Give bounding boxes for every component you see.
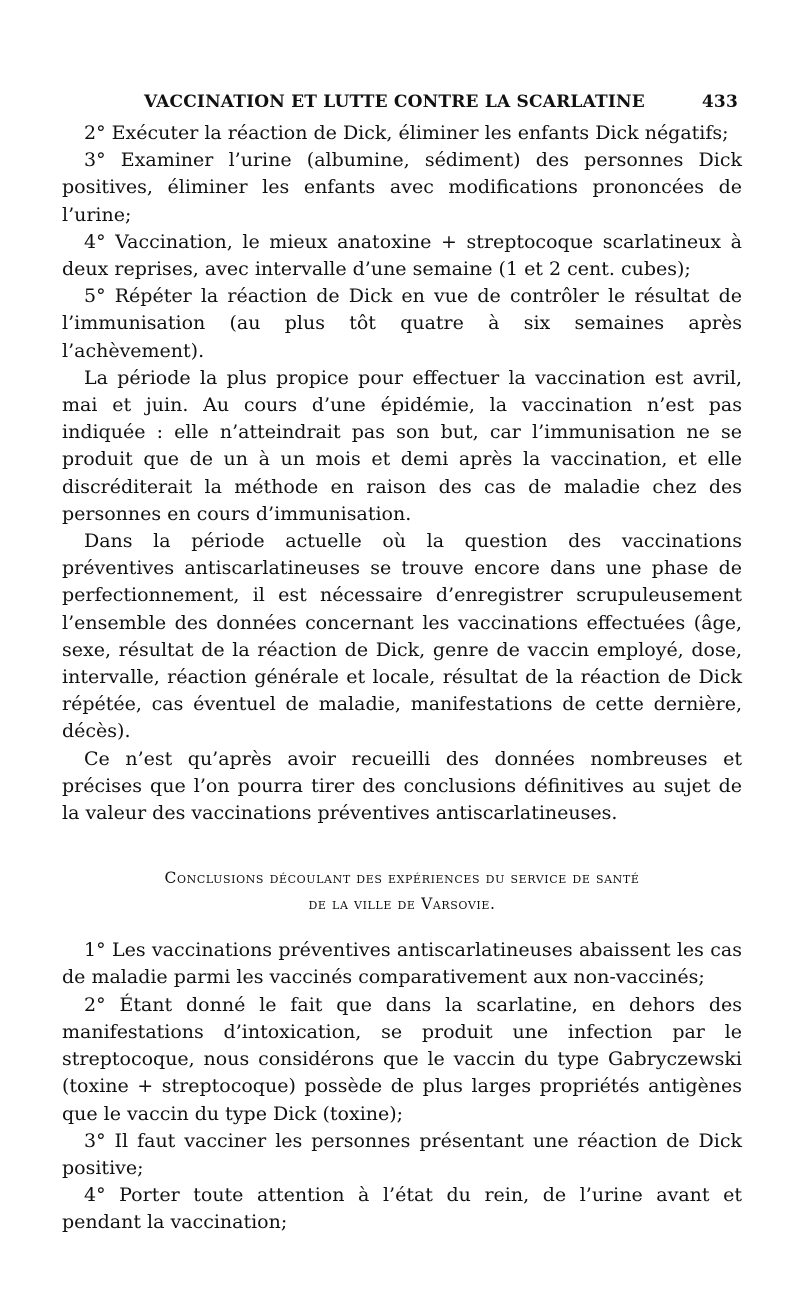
conclusion-item-4: 4° Porter toute attention à l’état du rein, de l’urine avant et pendant la vaccination;	[62, 1184, 742, 1234]
running-header	[62, 86, 742, 120]
paragraph-item-2: 2° Exécuter la réaction de Dick, éliminer les enfants Dick négatifs;	[84, 122, 729, 144]
conclusion-item-3: 3° Il faut vacciner les personnes présentant une réaction de Dick positive;	[62, 1129, 742, 1179]
section-heading	[62, 865, 742, 917]
conclusions-text	[62, 937, 742, 1236]
paragraph-item-3: 3° Examiner l’urine (albumine, sédiment) des personnes Dick positives, éliminer les enfants avec modifications prononcées de l’urine;	[62, 149, 742, 226]
paragraph-vaccination-period: La période la plus propice pour effectuer la vaccination est avril, mai et juin. Au cours d’une épidémie, la vaccination n’est pas indiquée : elle n’atteindrait pas son but, car l’immunisation ne se produit que de un à un mois et demi après la vaccination, et elle discréditerait la méthode en raison des cas de maladie chez des personnes en cours d’immunisation.	[62, 366, 742, 525]
book-page	[62, 86, 742, 1237]
conclusion-item-1: 1° Les vaccinations préventives antiscarlatineuses abaissent les cas de maladie parmi les vaccinés comparativement aux non-vaccinés;	[62, 939, 742, 989]
conclusion-item-2: 2° Étant donné le fait que dans la scarlatine, en dehors des manifestations d’intoxication, se produit une infection par le streptocoque, nous considérons que le vaccin du type Gabryczewski (toxine + streptocoque) possède de plus larges propriétés antigènes que le vaccin du type Dick (toxine);	[62, 993, 742, 1125]
section-heading-line-1: Conclusions découlant des expériences du service de santé	[164, 869, 640, 888]
body-text	[62, 120, 742, 827]
paragraph-final-remark: Ce n’est qu’après avoir recueilli des données nombreuses et précises que l’on pourra tirer des conclusions définitives au sujet de la valeur des vaccinations préventives antiscarlatineuses.	[62, 747, 742, 825]
page-number: 433	[701, 92, 738, 112]
section-heading-line-2: de la ville de Varsovie.	[308, 895, 496, 914]
paragraph-item-4: 4° Vaccination, le mieux anatoxine + streptocoque scarlatineux à deux reprises, avec intervalle d’une semaine (1 et 2 cent. cubes);	[62, 230, 742, 281]
paragraph-data-recording: Dans la période actuelle où la question des vaccinations préventives antiscarlatineuses se trouve encore dans une phase de perfectionnement, il est nécessaire d’enregistrer scrupuleusement l’ensemble des données concernant les vaccinations effectuées (âge, sexe, résultat de la réaction de Dick, genre de vaccin employé, dose, intervalle, réaction générale et locale, résultat de la réaction de Dick répétée, cas éventuel de maladie, manifestations de cette dernière, décès).	[62, 530, 742, 743]
running-title: VACCINATION ET LUTTE CONTRE LA SCARLATINE	[144, 92, 645, 112]
paragraph-item-5: 5° Répéter la réaction de Dick en vue de contrôler le résultat de l’immunisation (au plus tôt quatre à six semaines après l’achèvement).	[62, 285, 742, 362]
